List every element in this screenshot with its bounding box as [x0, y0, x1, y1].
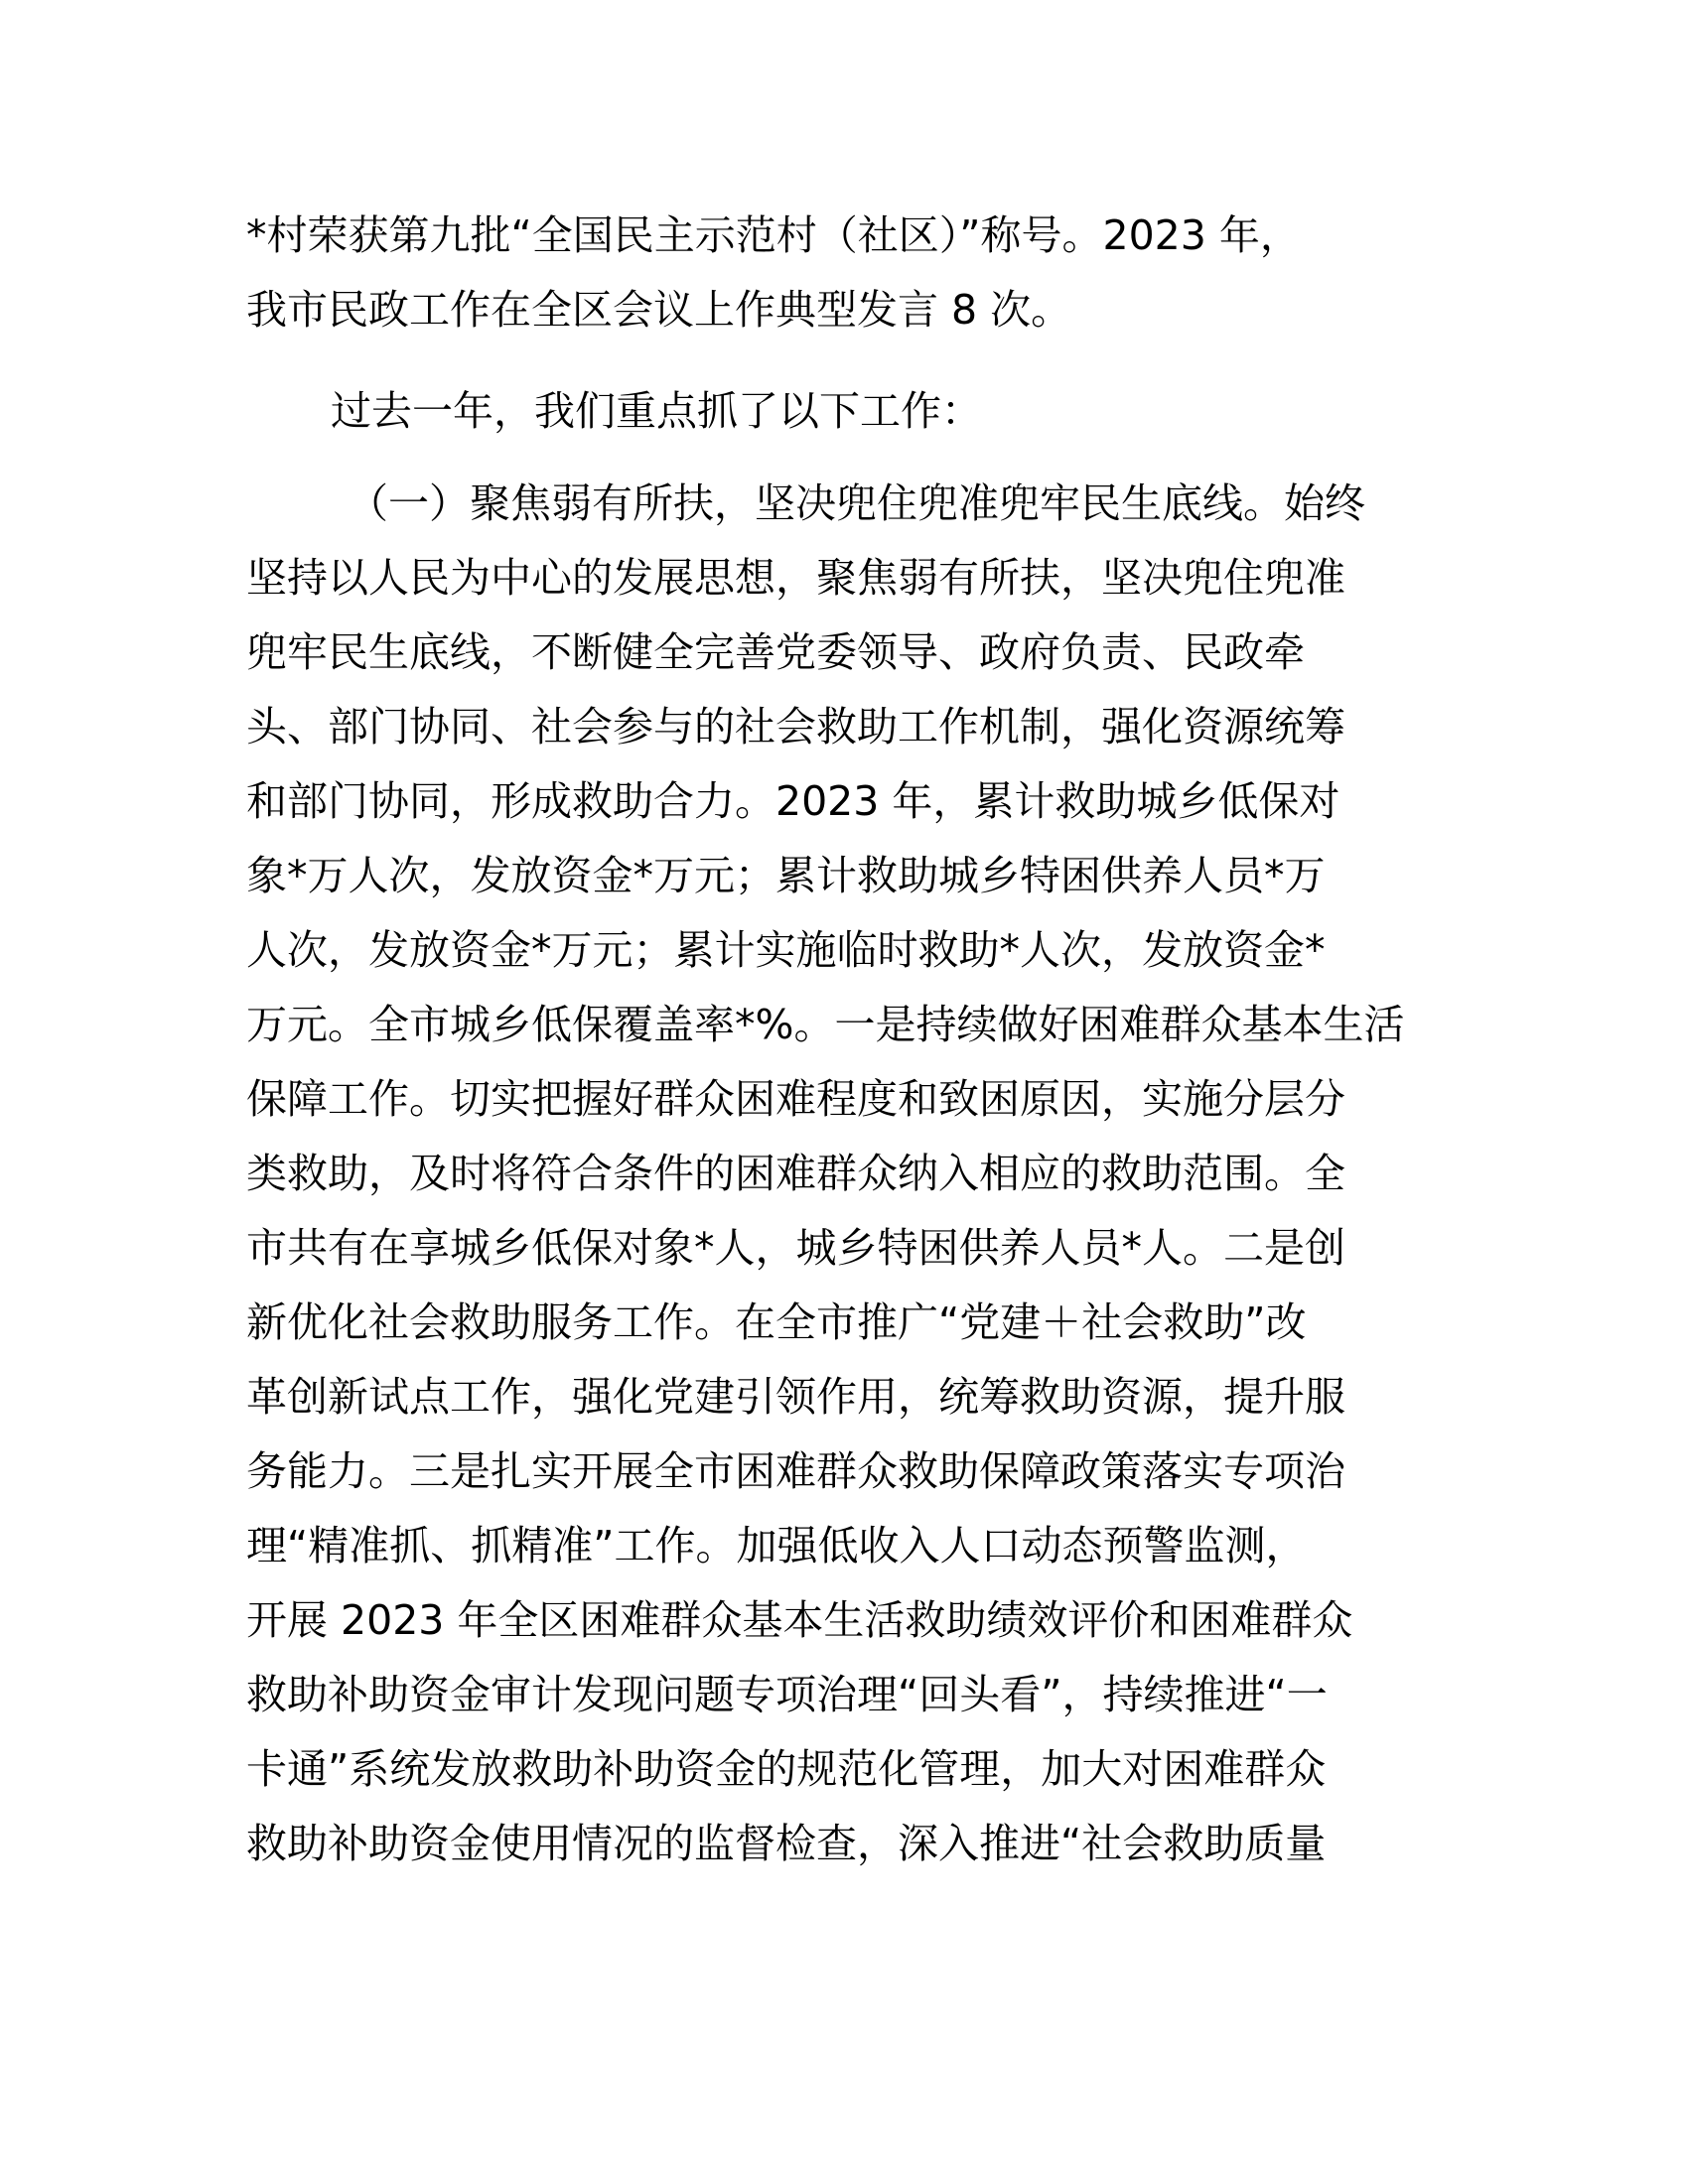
- text-line: 务能力。三是扎实开展全市困难群众救助保障政策落实专项治: [246, 1447, 1345, 1495]
- text-line: 人次，发放资金*万元；累计实施临时救助*人次，发放资金*: [246, 926, 1326, 974]
- text-line: 革创新试点工作，强化党建引领作用，统筹救助资源，提升服: [246, 1373, 1345, 1421]
- text-line: 保障工作。切实把握好群众困难程度和致困原因，实施分层分: [246, 1075, 1345, 1123]
- text-line: 救助补助资金使用情况的监督检查，深入推进“社会救助质量: [246, 1820, 1327, 1867]
- text-line: *村荣获第九批“全国民主示范村（社区）”称号。2023 年，: [246, 211, 1301, 259]
- text-line: 类救助，及时将符合条件的困难群众纳入相应的救助范围。全: [246, 1150, 1345, 1197]
- text-line: 市共有在享城乡低保对象*人，城乡特困供养人员*人。二是创: [246, 1224, 1345, 1272]
- text-line: 万元。全市城乡低保覆盖率*%。一是持续做好困难群众基本生活: [246, 1001, 1405, 1048]
- text-line: 理“精准抓、抓精准”工作。加强低收入人口动态预警监测，: [246, 1522, 1307, 1570]
- text-line: 和部门协同，形成救助合力。2023 年，累计救助城乡低保对: [246, 777, 1340, 825]
- text-line: 象*万人次，发放资金*万元；累计救助城乡特困供养人员*万: [246, 852, 1326, 899]
- text-line: 过去一年，我们重点抓了以下工作：: [331, 387, 982, 435]
- text-line: 新优化社会救助服务工作。在全市推广“党建＋社会救助”改: [246, 1298, 1307, 1346]
- text-line: 卡通”系统发放救助补助资金的规范化管理，加大对困难群众: [246, 1745, 1327, 1793]
- text-line: 坚持以人民为中心的发展思想，聚焦弱有所扶，坚决兜住兜准: [246, 554, 1345, 602]
- section-heading: （一）聚焦弱有所扶，坚决兜住兜准兜牢民生底线。始终: [348, 479, 1365, 527]
- text-line: 开展 2023 年全区困难群众基本生活救助绩效评价和困难群众: [246, 1596, 1353, 1644]
- text-line: 救助补助资金审计发现问题专项治理“回头看”，持续推进“一: [246, 1671, 1328, 1718]
- text-line: 头、部门协同、社会参与的社会救助工作机制，强化资源统筹: [246, 703, 1345, 751]
- text-line: 我市民政工作在全区会议上作典型发言 8 次。: [246, 286, 1072, 334]
- text-line: 兜牢民生底线，不断健全完善党委领导、政府负责、民政牵: [246, 628, 1305, 676]
